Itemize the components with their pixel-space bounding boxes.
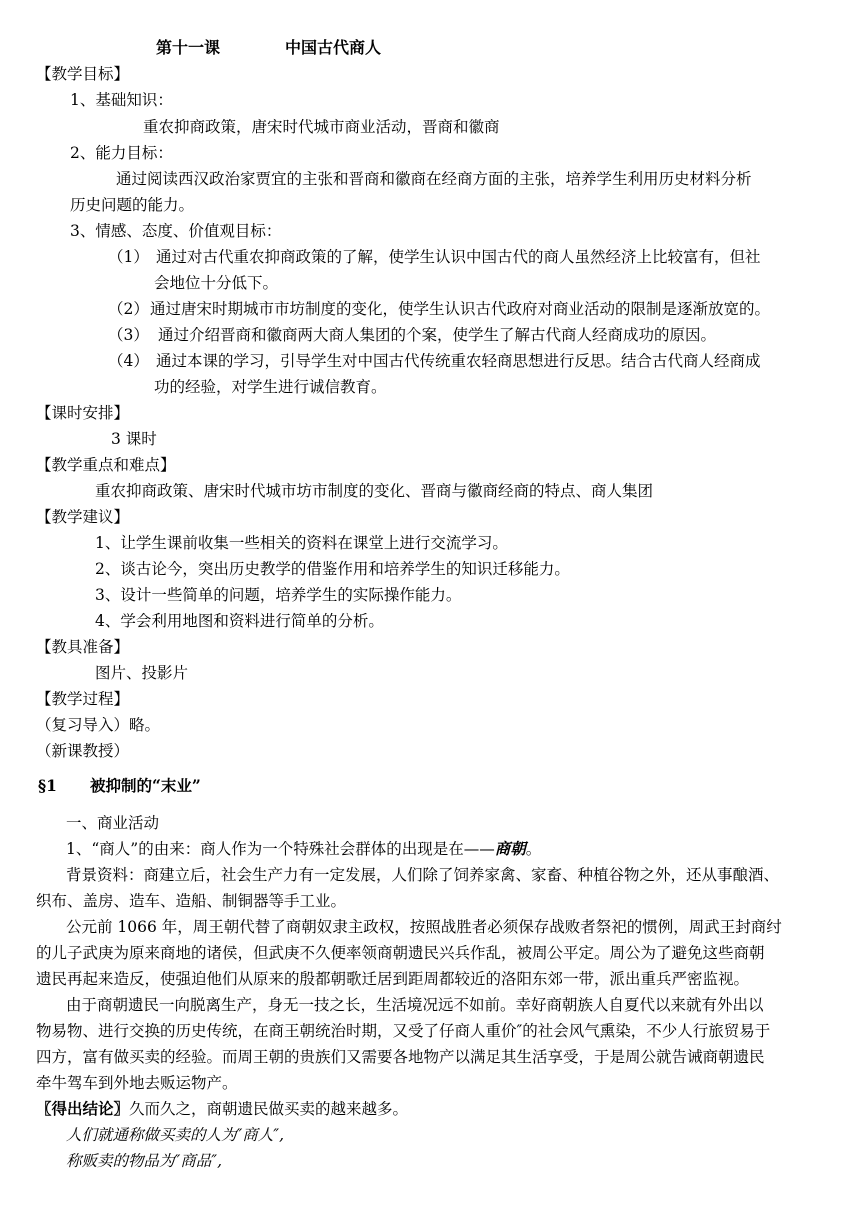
paragraph-2-line1: 公元前 1066 年，周王朝代替了商朝奴隶主政权，按照战胜者必须保存战败者祭祀的惯例，周武王封商纣 xyxy=(66,918,782,936)
process-header: 【教学过程】 xyxy=(36,690,130,708)
tools-text: 图片、投影片 xyxy=(95,664,189,682)
question-1-answer: 商朝 xyxy=(494,839,526,858)
subsection-heading: 一、商业活动 xyxy=(66,814,160,832)
section-title: 被抑制的“末业” xyxy=(90,776,201,795)
suggestions-header: 【教学建议】 xyxy=(36,508,130,526)
conclusion xyxy=(36,1099,408,1119)
lesson-number: 第十一课 xyxy=(156,38,221,57)
basic-knowledge-label: 1、基础知识： xyxy=(70,91,173,109)
review-intro: （复习导入）略。 xyxy=(36,716,161,734)
new-lesson-label: （新课教授） xyxy=(36,742,130,760)
suggestion-item: 4、学会利用地图和资料进行简单的分析。 xyxy=(95,612,384,630)
conclusion-text: 久而久之，商朝遗民做买卖的越来越多。 xyxy=(129,1100,409,1118)
tools-header: 【教具准备】 xyxy=(36,638,130,656)
background-text-line1: 背景资料：商建立后，社会生产力有一定发展，人们除了饲养家禽、家畜、种植谷物之外，还从事酿酒、 xyxy=(66,866,780,884)
section-number: §1 xyxy=(38,776,57,795)
emotion-item-number: （4） xyxy=(108,352,149,370)
emotion-item-text: 通过本课的学习，引导学生对中国古代传统重农轻商思想进行反思。结合古代商人经商成 xyxy=(156,352,761,370)
paragraph-3-line3: 四方，富有做买卖的经验。而周王朝的贵族们又需要各地物产以满足其生活享受，于是周公就告诫商朝遗民 xyxy=(36,1048,765,1066)
basic-knowledge-text: 重农抑商政策，唐宋时代城市商业活动，晋商和徽商 xyxy=(143,118,500,136)
background-text-line2: 织布、盖房、造车、造船、制铜器等手工业。 xyxy=(36,892,347,910)
conclusion-italic-line1: 人们就通称做买卖的人为″商人″, xyxy=(66,1126,285,1144)
paragraph-3-line2: 物易物、进行交换的历史传统，在商王朝统治时期，又受了仔商人重价″的社会风气熏染，不少人行旅贸易于 xyxy=(36,1022,771,1040)
goals-header: 【教学目标】 xyxy=(36,65,130,83)
question-1 xyxy=(66,839,541,859)
emotion-item-number: （3） xyxy=(108,326,149,344)
suggestion-item: 2、谈古论今，突出历史教学的借鉴作用和培养学生的知识迁移能力。 xyxy=(95,560,570,578)
emotion-item-text: 通过唐宋时期城市市坊制度的变化，使学生认识古代政府对商业活动的限制是逐渐放宽的。 xyxy=(150,300,771,318)
ability-label: 2、能力目标： xyxy=(70,144,173,162)
ability-text-line1: 通过阅读西汉政治家贾宜的主张和晋商和徽商在经商方面的主张，培养学生利用历史材料分析 xyxy=(116,170,752,188)
paragraph-2-line2: 的儿子武庚为原来商地的诸侯，但武庚不久便率领商朝遗民兴兵作乱，被周公平定。周公为了避免这些商朝 xyxy=(36,944,765,962)
key-points-text: 重农抑商政策、唐宋时代城市坊市制度的变化、晋商与徽商经商的特点、商人集团 xyxy=(95,482,654,500)
emotion-item-text: 通过介绍晋商和徽商两大商人集团的个案，使学生了解古代商人经商成功的原因。 xyxy=(158,326,717,344)
key-points-header: 【教学重点和难点】 xyxy=(36,456,176,474)
emotion-item-text-cont: 功的经验，对学生进行诚信教育。 xyxy=(154,378,387,396)
suggestion-item: 3、设计一些简单的问题，培养学生的实际操作能力。 xyxy=(95,586,462,604)
emotion-item-text-cont: 会地位十分低下。 xyxy=(154,274,279,292)
conclusion-label: 〖得出结论〗 xyxy=(36,1099,130,1118)
emotion-label: 3、情感、态度、价值观目标： xyxy=(70,222,282,240)
emotion-item-number: （1） xyxy=(108,248,149,266)
emotion-item-text: 通过对古代重农抑商政策的了解，使学生认识中国古代的商人虽然经济上比较富有，但社 xyxy=(156,248,761,266)
question-1-prefix: 1、“商人”的由来：商人作为一个特殊社会群体的出现是在—— xyxy=(66,840,495,858)
paragraph-3-line1: 由于商朝遗民一向脱离生产，身无一技之长，生活境况远不如前。幸好商朝族人自夏代以来就有外出以 xyxy=(66,996,764,1014)
paragraph-2-line3: 遗民再起来造反，使强迫他们从原来的殷都朝歌迁居到距周都较近的洛阳东郊一带，派出重兵严密监视。 xyxy=(36,970,750,988)
paragraph-3-line4: 牵牛驾车到外地去贩运物产。 xyxy=(36,1074,238,1092)
conclusion-italic-line2: 称贩卖的物品为″商品″, xyxy=(66,1152,223,1170)
schedule-header: 【课时安排】 xyxy=(36,404,130,422)
lesson-title: 中国古代商人 xyxy=(285,38,382,57)
suggestion-item: 1、让学生课前收集一些相关的资料在课堂上进行交流学习。 xyxy=(95,534,508,552)
schedule-text: 3 课时 xyxy=(111,430,157,448)
emotion-item-number: （2） xyxy=(108,300,149,318)
question-1-end: 。 xyxy=(525,840,542,858)
ability-text-line2: 历史问题的能力。 xyxy=(70,196,195,214)
